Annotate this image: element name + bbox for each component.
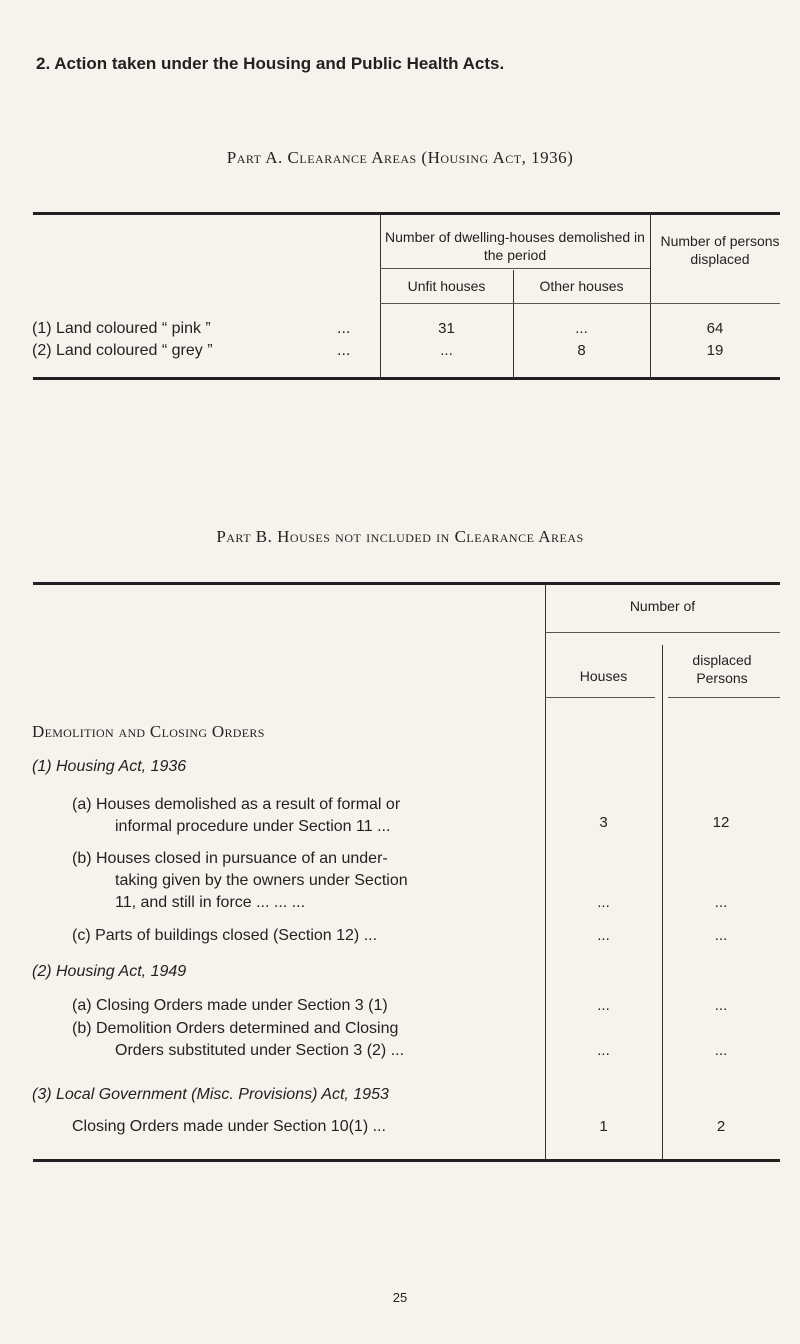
part-b-bottom-rule xyxy=(33,1159,780,1162)
part-b-s1-c-persons: ... xyxy=(714,927,728,944)
part-b-top-rule xyxy=(33,582,780,585)
part-b-s2-a-houses: ... xyxy=(597,997,610,1014)
part-a-row-grey-dots: ... xyxy=(337,342,351,359)
part-b-s2-b-line2: Orders substituted under Section 3 (2) ... xyxy=(115,1042,405,1059)
part-a-top-rule xyxy=(33,212,780,215)
part-a-subheader-rule xyxy=(380,268,650,269)
part-b-title: Part B. Houses not included in Clearance Areas xyxy=(216,527,584,546)
part-b-s1-b-houses: ... xyxy=(597,894,610,911)
part-a-row-pink-unfit: 31 xyxy=(438,320,455,337)
part-a-col-group-header: Number of dwelling-houses demolished in the period xyxy=(385,229,645,263)
part-a-row-grey-other: 8 xyxy=(577,342,586,359)
part-b-s1-a-persons: 12 xyxy=(712,814,730,831)
part-b-s2-b-persons: ... xyxy=(714,1042,728,1059)
part-a-header-rule xyxy=(380,303,780,304)
part-b-s2-a-line1: (a) Closing Orders made under Section 3 (1) xyxy=(72,997,388,1014)
part-b-s1-title xyxy=(32,756,186,778)
part-a-col-other: Other houses xyxy=(539,278,624,294)
s1-title-text: (1) Housing Act, 1936 xyxy=(32,758,187,775)
part-b-col-houses: Houses xyxy=(579,668,628,684)
part-b-s3-persons: 2 xyxy=(716,1118,726,1135)
part-b-s1-c-houses: ... xyxy=(597,927,610,944)
section-heading: 2. Action taken under the Housing and Public Health Acts. xyxy=(36,54,505,73)
part-a-row-grey-persons: 19 xyxy=(706,342,724,359)
part-a-bottom-rule xyxy=(33,377,780,380)
part-b-s1-b-persons: ... xyxy=(714,894,728,911)
part-b-header-rule-1 xyxy=(545,697,655,698)
part-b-s1-a-line1: (a) Houses demolished as a result of formal or xyxy=(72,796,401,813)
part-b-section-title: Demolition and Closing Orders xyxy=(32,722,265,741)
part-b-s1-b-line1: (b) Houses closed in pursuance of an under- xyxy=(72,850,388,867)
part-b-s1-b-line3: 11, and still in force ... ... ... xyxy=(115,894,306,911)
part-a-row-grey-label: (2) Land coloured “ grey ” xyxy=(32,342,213,359)
part-b-s1-b-line2: taking given by the owners under Section xyxy=(115,872,408,889)
part-a-row-grey-unfit: ... xyxy=(440,342,453,359)
part-b-s3-houses: 1 xyxy=(599,1118,608,1135)
part-b-s1-a-houses: 3 xyxy=(599,814,608,831)
part-b-s2-b-line1: (b) Demolition Orders determined and Closing xyxy=(72,1020,399,1037)
part-a-col-unfit: Unfit houses xyxy=(407,278,486,294)
part-a-row-pink-dots: ... xyxy=(337,320,351,337)
part-b-s2-a-persons: ... xyxy=(714,997,728,1014)
part-b-header-rule-2 xyxy=(668,697,780,698)
part-a-title: Part A. Clearance Areas (Housing Act, 1936) xyxy=(226,148,574,167)
part-b-s2-title: (2) Housing Act, 1949 xyxy=(32,963,187,980)
part-b-s3-line1: Closing Orders made under Section 10(1) ... xyxy=(72,1118,386,1135)
part-b-s3-title: (3) Local Government (Misc. Provisions) Act, 1953 xyxy=(32,1086,389,1103)
part-b-subheader-rule xyxy=(545,632,780,633)
part-a-col-persons: Number of persons displaced xyxy=(660,233,780,267)
part-a-row-pink-label: (1) Land coloured “ pink ” xyxy=(32,320,211,337)
part-b-s2-b-houses: ... xyxy=(597,1042,610,1059)
part-a-row-pink-persons: 64 xyxy=(706,320,724,337)
page-number: 25 xyxy=(392,1290,408,1305)
part-a-row-pink-other: ... xyxy=(575,320,588,337)
part-b-col-persons: displaced Persons xyxy=(692,652,752,686)
part-b-s1-a-line2: informal procedure under Section 11 ... xyxy=(115,818,391,835)
part-b-col-group: Number of xyxy=(629,598,696,614)
part-b-s1-c-line1: (c) Parts of buildings closed (Section 12) ... xyxy=(72,927,378,944)
